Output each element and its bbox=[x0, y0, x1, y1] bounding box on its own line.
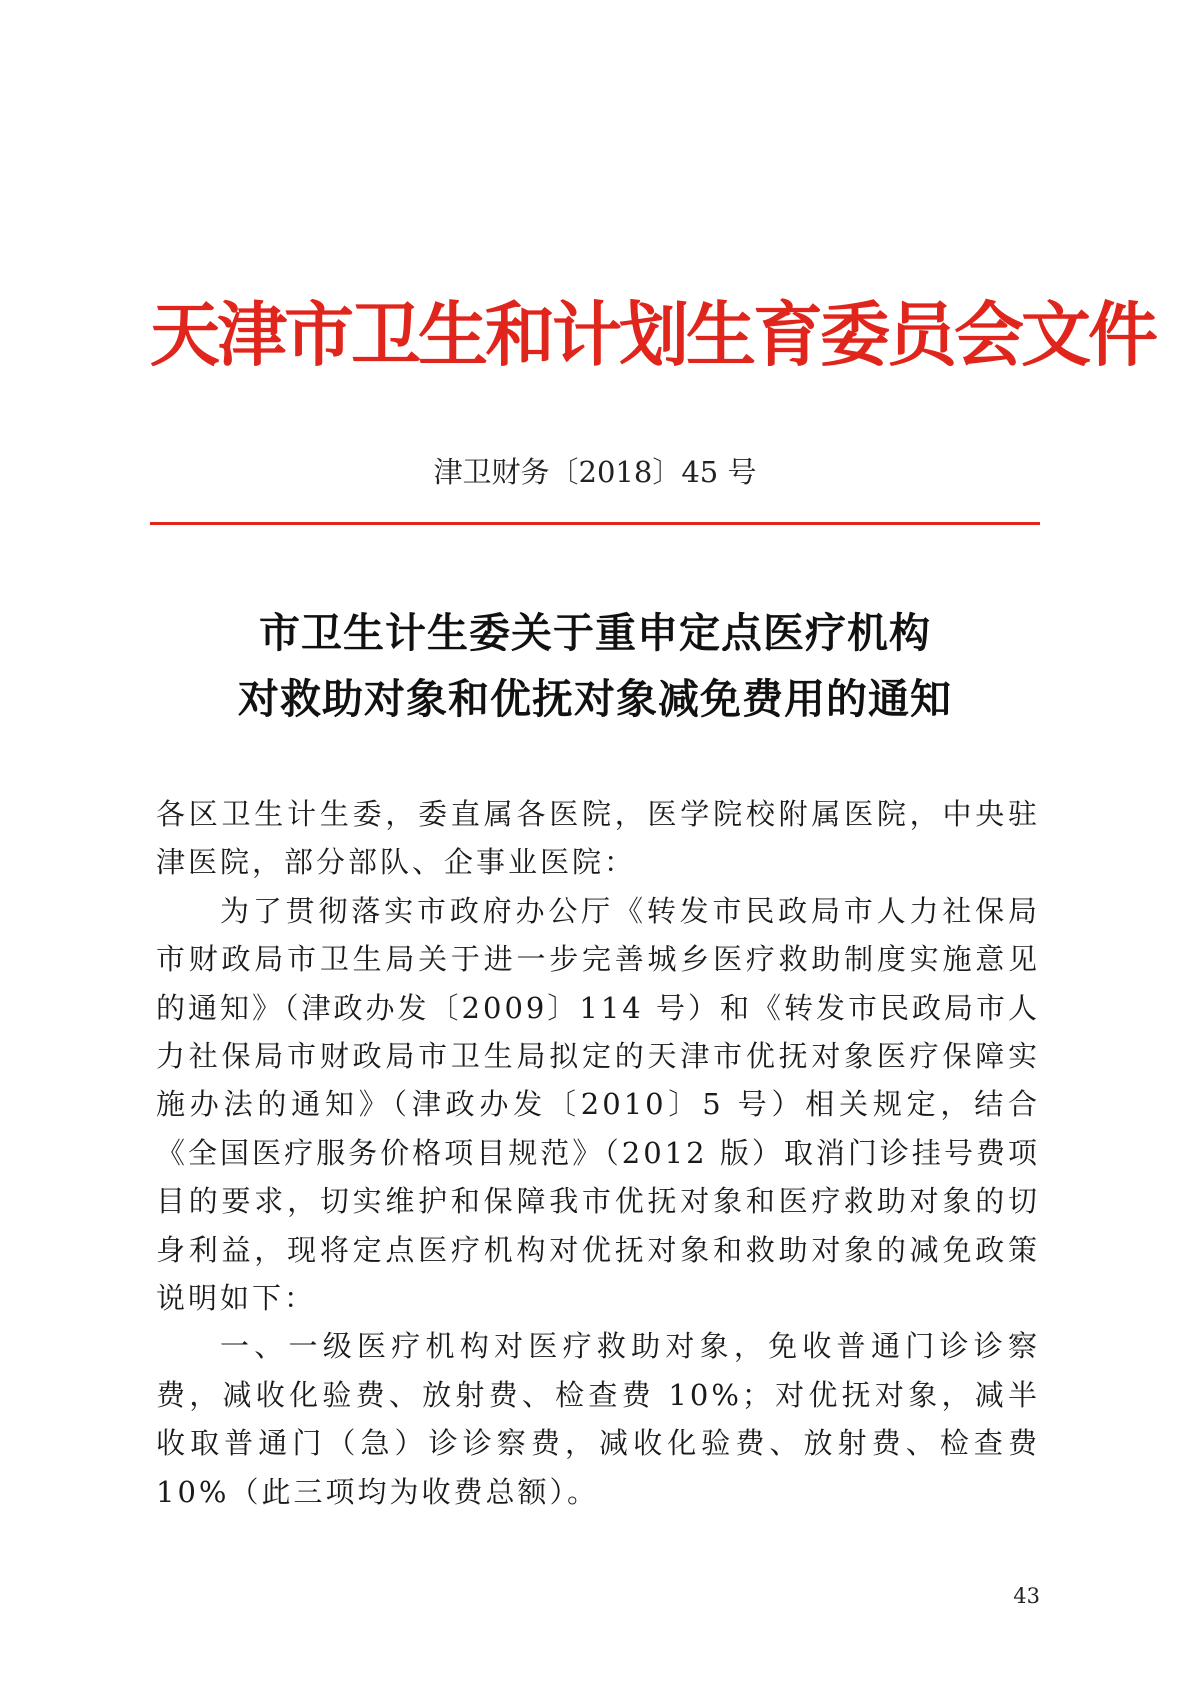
document-title bbox=[150, 600, 1040, 732]
addressee-paragraph: 各区卫生计生委，委直属各医院，医学院校附属医院，中央驻津医院，部分部队、企事业医院： bbox=[156, 797, 1040, 880]
body-paragraph-2: 一、一级医疗机构对医疗救助对象，免收普通门诊诊察费，减收化验费、放射费、检查费 10%；对优抚对象，减半收取普通门（急）诊诊察费，减收化验费、放射费、检查费 10%（此三项均为收费总额）。 bbox=[156, 1329, 1040, 1509]
body-paragraph-1: 为了贯彻落实市政府办公厅《转发市民政局市人力社保局市财政局市卫生局关于进一步完善城乡医疗救助制度实施意见的通知》（津政办发〔2009〕114 号）和《转发市民政局市人力社保局市财政局市卫生局拟定的天津市优抚对象医疗保障实施办法的通知》（津政办发〔2010〕5 号）相关规定，结合《全国医疗服务价格项目规范》（2012 版）取消门诊挂号费项目的要求，切实维护和保障我市优抚对象和医疗救助对象的切身利益，现将定点医疗机构对优抚对象和救助对象的减免政策说明如下： bbox=[156, 893, 1040, 1316]
red-divider-line bbox=[150, 522, 1040, 525]
document-title-line-1: 市卫生计生委关于重申定点医疗机构 bbox=[259, 609, 931, 657]
page-number: 43 bbox=[1013, 1584, 1040, 1608]
document-number: 津卫财务〔2018〕45 号 bbox=[433, 455, 757, 489]
document-body bbox=[156, 790, 1040, 1516]
document-title-line-2: 对救助对象和优抚对象减免费用的通知 bbox=[238, 675, 952, 723]
issuer-masthead: 天津市卫生和计划生育委员会文件 bbox=[150, 293, 1155, 376]
